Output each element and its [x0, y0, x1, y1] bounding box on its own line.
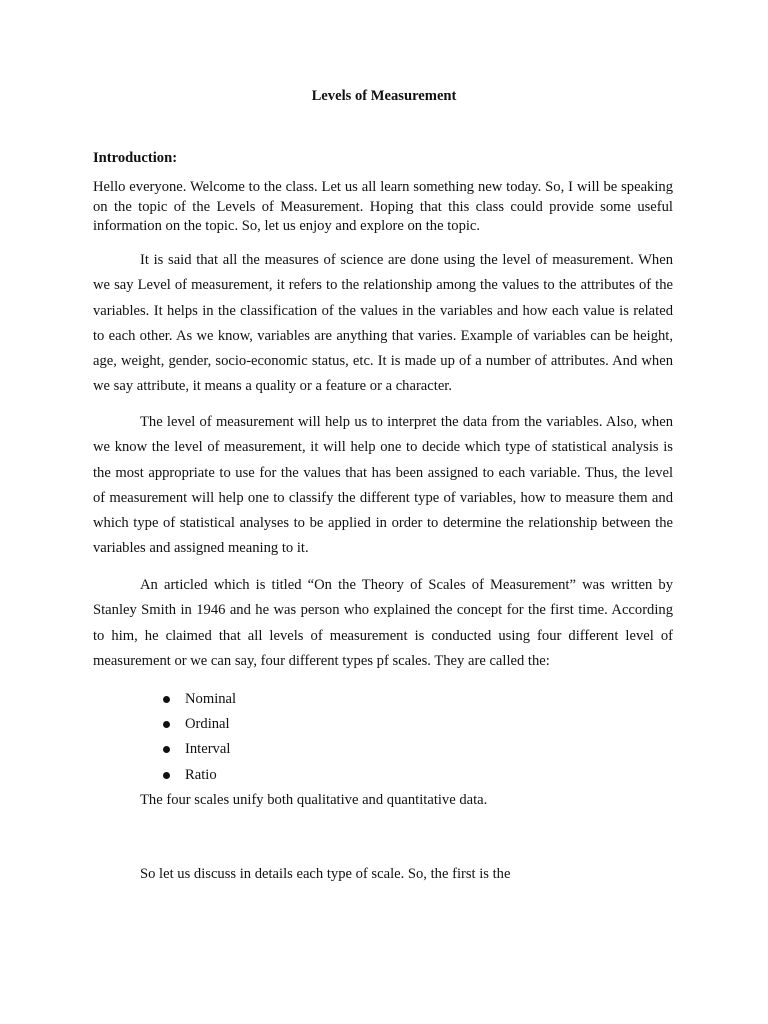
list-item [161, 713, 236, 738]
bullet-icon [163, 696, 170, 703]
after-list-text: The four scales unify both qualitative and quantitative data. [140, 792, 488, 808]
list-item [161, 688, 236, 713]
body-paragraph-1: It is said that all the measures of science are done using the level of measurement. When we say Level of measurement, it refers to the relationship among the values to the attributes of the variables. It helps in the classification of the values in the variables and how each value is related to each other. As we know, variables are anything that varies. Example of variables can be height, age, weight, gender, socio-economic status, etc. It is made up of a number of attributes. And when we say attribute, it means a quality or a feature or a character. [93, 252, 673, 395]
section-heading: Introduction: [93, 150, 178, 166]
list-item [161, 764, 236, 789]
list-item-label: Ratio [185, 766, 217, 783]
list-item [161, 738, 236, 763]
intro-paragraph: Hello everyone. Welcome to the class. Let us all learn something new today. So, I will be speaking on the topic of the Levels of Measurement. Hoping that this class could provide some useful information on the topic. So, let us enjoy and explore on the topic. [93, 179, 673, 234]
bullet-icon [163, 772, 170, 779]
bullet-icon [163, 746, 170, 753]
list-item-label: Interval [185, 741, 231, 758]
document-title: Levels of Measurement [311, 88, 457, 104]
body-paragraph-3: An articled which is titled “On the Theory of Scales of Measurement” was written by Stanley Smith in 1946 and he was person who explained the concept for the first time. According to him, he claimed that all levels of measurement is conducted using four different level of measurement or we can say, four different types pf scales. They are called the: [93, 577, 673, 669]
scales-list [161, 688, 236, 789]
list-item-label: Nominal [185, 691, 237, 707]
list-item-label: Ordinal [185, 716, 230, 733]
body-paragraph-2: The level of measurement will help us to interpret the data from the variables. Also, when we know the level of measurement, it will help one to decide which type of statistical analysis is the most appropriate to use for the values that has been assigned to each variable. Thus, the level of measurement will help one to classify the different type of variables, how to measure them and which type of statistical analyses to be applied in order to determine the relationship between the variables and assigned meaning to it. [93, 414, 673, 557]
closing-text: So let us discuss in details each type of scale. So, the first is the [140, 866, 511, 882]
bullet-icon [163, 721, 170, 728]
